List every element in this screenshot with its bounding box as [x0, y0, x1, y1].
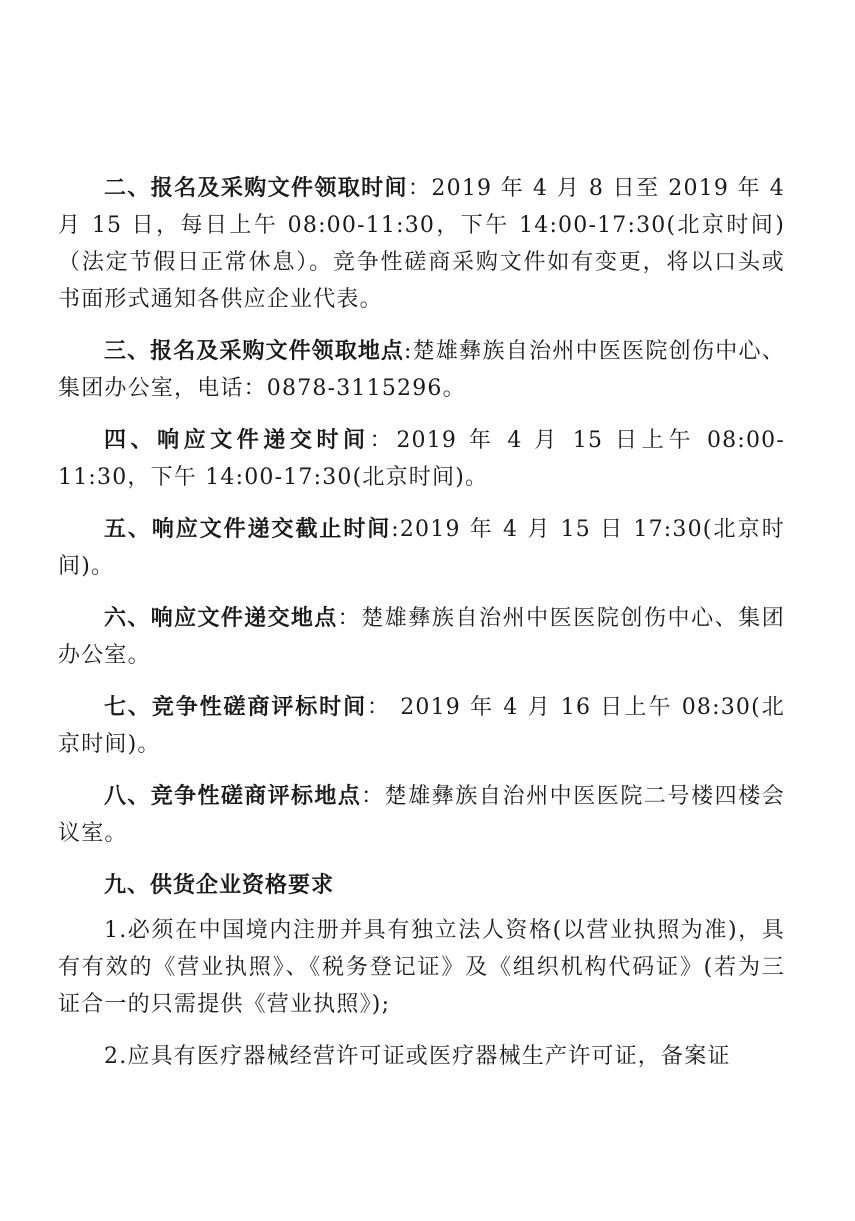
section-heading: 七、竞争性磋商评标时间: [104, 695, 367, 720]
section-heading: 六、响应文件递交地点: [104, 606, 338, 631]
section-submission-deadline: [58, 511, 785, 585]
section-text: :2019 年 4 月 15 日 17:30(北京时间)。: [58, 517, 785, 579]
section-heading: 二、报名及采购文件领取时间: [104, 176, 408, 201]
document-body: [58, 170, 785, 1090]
requirement-item: 2.应具有医疗器械经营许可证或医疗器械生产许可证，备案证: [104, 1044, 731, 1069]
section-heading: 三、报名及采购文件领取地点: [104, 339, 404, 364]
section-submission-location: [58, 600, 785, 674]
section-text: ： 2019 年 4 月 16 日上午 08:30(北京时间)。: [58, 695, 785, 757]
section-supplier-qualifications: [58, 867, 785, 904]
section-registration-time: [58, 170, 785, 318]
section-text: :楚雄彝族自治州中医医院创伤中心、集团办公室，电话：0878-3115296。: [58, 339, 785, 401]
requirement-item: 1.必须在中国境内注册并具有独立法人资格(以营业执照为准)，具有有效的《营业执照》、《税务登记证》及《组织机构代码证》(若为三证合一的只需提供《营业执照》);: [58, 918, 785, 1017]
section-registration-location: [58, 333, 785, 407]
section-heading: 五、响应文件递交截止时间: [104, 517, 392, 542]
section-text: ：2019 年 4 月 8 日至 2019 年 4 月 15 日，每日上午 08:00-11:30，下午 14:00-17:30(北京时间)（法定节假日正常休息）。竞争性磋商采购文件如有变更，将以口头或书面形式通知各供应企业代表。: [58, 176, 785, 312]
section-heading: 四、响应文件递交时间: [104, 428, 370, 453]
section-submission-time: [58, 422, 785, 496]
section-heading: 九、供货企业资格要求: [104, 873, 335, 898]
section-text: ：楚雄彝族自治州中医医院创伤中心、集团办公室。: [58, 606, 785, 668]
section-evaluation-time: [58, 689, 785, 763]
section-heading: 八、竞争性磋商评标地点: [104, 784, 362, 809]
section-evaluation-location: [58, 778, 785, 852]
section-text: ：2019 年 4 月 15 日上午 08:00-11:30，下午 14:00-17:30(北京时间)。: [58, 428, 785, 490]
section-text: ：楚雄彝族自治州中医医院二号楼四楼会议室。: [58, 784, 785, 846]
